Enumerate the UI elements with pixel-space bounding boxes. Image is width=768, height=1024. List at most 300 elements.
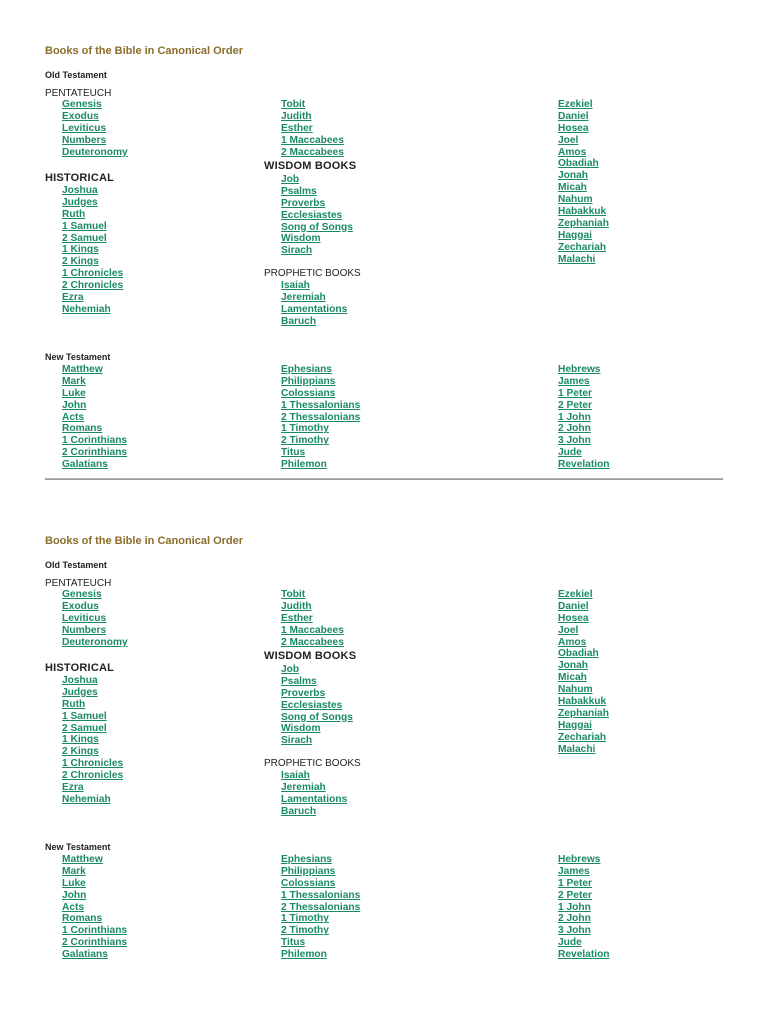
book-link[interactable]: 2 Peter: [558, 889, 592, 901]
book-list-item: [558, 720, 609, 732]
book-list-item: [62, 304, 123, 316]
book-link[interactable]: 2 Corinthians: [62, 937, 128, 949]
book-list-item: [558, 589, 609, 601]
book-list-item: [62, 292, 123, 304]
book-link[interactable]: 2 Timothy: [281, 435, 329, 447]
book-link[interactable]: 1 Peter: [558, 877, 592, 889]
book-link[interactable]: 2 Samuel: [62, 722, 107, 734]
new-testament-list-2: [281, 854, 360, 961]
book-list-item: [558, 147, 609, 159]
book-link[interactable]: 1 Thessalonians: [281, 889, 361, 901]
book-list-item: [558, 447, 610, 459]
book-link[interactable]: 1 Corinthians: [62, 925, 128, 937]
book-link[interactable]: Daniel: [558, 110, 589, 122]
book-list-item: [558, 254, 609, 266]
book-list-item: [558, 242, 609, 254]
book-list-item: [62, 770, 123, 782]
book-list-item: [558, 206, 609, 218]
book-list-item: [281, 400, 360, 412]
book-list-item: [62, 723, 123, 735]
book-link[interactable]: Colossians: [281, 387, 336, 399]
book-link[interactable]: Joshua: [62, 185, 98, 196]
page-title: Books of the Bible in Canonical Order: [45, 45, 244, 57]
book-list-item: [62, 99, 128, 111]
book-link[interactable]: Nahum: [558, 684, 593, 696]
pentateuch-label: PENTATEUCH: [45, 88, 112, 99]
book-link[interactable]: John: [62, 399, 87, 411]
book-link[interactable]: Titus: [281, 937, 306, 949]
book-link[interactable]: Deuteronomy: [62, 636, 128, 648]
book-list-item: [558, 459, 610, 471]
book-list-item: [281, 111, 344, 123]
book-link[interactable]: Isaiah: [281, 280, 310, 291]
book-list-item: [62, 135, 128, 147]
book-list-item: [281, 174, 353, 186]
book-link[interactable]: 1 Chronicles: [62, 758, 124, 770]
book-link[interactable]: 1 Kings: [62, 244, 99, 256]
book-list-item: [558, 376, 610, 388]
book-link[interactable]: 2 John: [558, 423, 591, 435]
book-list-item: [281, 925, 360, 937]
new-testament-heading: New Testament: [45, 842, 111, 852]
book-link[interactable]: 2 Timothy: [281, 925, 329, 937]
book-link[interactable]: Philippians: [281, 375, 336, 387]
book-link[interactable]: Philippians: [281, 865, 336, 877]
book-link[interactable]: 1 Maccabees: [281, 134, 344, 146]
book-link[interactable]: 2 Chronicles: [62, 280, 124, 292]
canon-block-2: [0, 530, 768, 1000]
book-link[interactable]: Zephaniah: [558, 217, 609, 229]
book-list-item: [281, 222, 353, 234]
book-link[interactable]: 1 John: [558, 901, 591, 913]
book-list-item: [62, 185, 123, 197]
book-list-item: [281, 376, 360, 388]
book-list-item: [62, 209, 123, 221]
book-list-item: [281, 292, 347, 304]
book-list-item: [62, 866, 127, 878]
book-list-item: [62, 699, 123, 711]
book-link[interactable]: Isaiah: [281, 770, 310, 781]
book-list-item: [281, 794, 347, 806]
book-link[interactable]: Haggai: [558, 719, 592, 731]
book-list-item: [62, 854, 127, 866]
book-list-item: [281, 913, 360, 925]
book-list-item: [281, 435, 360, 447]
book-link[interactable]: Haggai: [558, 229, 592, 241]
book-list-item: [281, 423, 360, 435]
book-link[interactable]: Psalms: [281, 185, 317, 197]
book-list-item: [62, 123, 128, 135]
book-list-item: [62, 890, 127, 902]
wisdom-books-label: WISDOM BOOKS: [264, 160, 357, 172]
book-link[interactable]: Obadiah: [558, 648, 599, 660]
book-list-item: [281, 198, 353, 210]
book-list-item: [281, 770, 347, 782]
canon-block-1: [0, 40, 768, 510]
book-link[interactable]: Sirach: [281, 245, 313, 257]
book-link[interactable]: 2 Thessalonians: [281, 411, 361, 423]
book-list-item: [62, 637, 128, 649]
book-list-item: [281, 135, 344, 147]
book-link[interactable]: Jonah: [558, 170, 589, 182]
book-link[interactable]: Ecclesiastes: [281, 699, 343, 711]
book-link[interactable]: 1 Samuel: [62, 710, 107, 722]
book-link[interactable]: Habakkuk: [558, 696, 607, 708]
book-link[interactable]: Ezekiel: [558, 589, 593, 600]
book-list-item: [62, 280, 123, 292]
book-list-item: [558, 672, 609, 684]
historical-label: HISTORICAL: [45, 662, 115, 674]
book-list-item: [62, 268, 123, 280]
book-link[interactable]: Luke: [62, 877, 86, 889]
book-list-item: [62, 388, 127, 400]
book-link[interactable]: Zechariah: [558, 241, 607, 253]
book-list-item: [281, 99, 344, 111]
old-testament-heading: Old Testament: [45, 70, 107, 80]
book-link[interactable]: Zechariah: [558, 731, 607, 743]
pentateuch-list: [62, 99, 128, 158]
historical-list-2: [281, 589, 344, 648]
book-link[interactable]: Philemon: [281, 459, 327, 471]
book-list-item: [281, 147, 344, 159]
book-list-item: [281, 280, 347, 292]
book-list-item: [281, 601, 344, 613]
book-link[interactable]: Esther: [281, 612, 313, 624]
book-link[interactable]: Baruch: [281, 805, 317, 817]
book-list-item: [558, 684, 609, 696]
prophetic-books-label: PROPHETIC BOOKS: [264, 758, 361, 769]
book-link[interactable]: 2 Peter: [558, 399, 592, 411]
book-link[interactable]: 1 Timothy: [281, 913, 329, 925]
book-link[interactable]: Galatians: [62, 949, 108, 961]
book-link[interactable]: Jeremiah: [281, 291, 326, 303]
historical-list-2: [281, 99, 344, 158]
book-link[interactable]: 1 Chronicles: [62, 268, 124, 280]
book-link[interactable]: Joel: [558, 624, 579, 636]
new-testament-list-3: [558, 854, 610, 961]
book-link[interactable]: Proverbs: [281, 197, 326, 209]
book-link[interactable]: Leviticus: [62, 612, 107, 624]
book-link[interactable]: Amos: [558, 146, 587, 158]
book-link[interactable]: Numbers: [62, 134, 107, 146]
book-list-item: [558, 878, 610, 890]
book-link[interactable]: 2 Chronicles: [62, 770, 124, 782]
book-link[interactable]: 2 Maccabees: [281, 636, 344, 648]
book-list-item: [281, 233, 353, 245]
book-link[interactable]: Exodus: [62, 110, 99, 122]
book-list-item: [62, 949, 127, 961]
book-link[interactable]: Leviticus: [62, 122, 107, 134]
book-link[interactable]: Ecclesiastes: [281, 209, 343, 221]
book-link[interactable]: 1 John: [558, 411, 591, 423]
book-link[interactable]: Luke: [62, 387, 86, 399]
book-link[interactable]: Daniel: [558, 600, 589, 612]
book-link[interactable]: Nehemiah: [62, 793, 111, 805]
book-list-item: [281, 890, 360, 902]
book-link[interactable]: Judith: [281, 600, 312, 612]
book-list-item: [62, 147, 128, 159]
book-list-item: [62, 734, 123, 746]
book-list-item: [558, 158, 609, 170]
book-list-item: [62, 423, 127, 435]
book-list-item: [558, 230, 609, 242]
pentateuch-list: [62, 589, 128, 648]
book-list-item: [62, 459, 127, 471]
book-link[interactable]: Revelation: [558, 949, 610, 961]
book-list-item: [281, 186, 353, 198]
book-list-item: [281, 902, 360, 914]
book-list-item: [62, 244, 123, 256]
book-list-item: [281, 782, 347, 794]
book-list-item: [558, 937, 610, 949]
book-link[interactable]: Matthew: [62, 364, 103, 375]
book-list-item: [62, 364, 127, 376]
book-list-item: [558, 902, 610, 914]
book-link[interactable]: 2 Kings: [62, 746, 99, 758]
book-link[interactable]: Ezra: [62, 292, 84, 304]
book-list-item: [281, 700, 353, 712]
book-list-item: [62, 221, 123, 233]
book-list-item: [558, 648, 609, 660]
book-link[interactable]: Titus: [281, 447, 306, 459]
book-link[interactable]: Amos: [558, 636, 587, 648]
book-list-item: [281, 388, 360, 400]
book-link[interactable]: 1 Kings: [62, 734, 99, 746]
book-link[interactable]: Esther: [281, 122, 313, 134]
book-link[interactable]: Malachi: [558, 253, 596, 265]
book-link[interactable]: Colossians: [281, 877, 336, 889]
book-link[interactable]: Proverbs: [281, 687, 326, 699]
book-list-item: [558, 913, 610, 925]
book-link[interactable]: Ezra: [62, 782, 84, 794]
book-list-item: [281, 123, 344, 135]
book-link[interactable]: Jonah: [558, 660, 589, 672]
book-list-item: [62, 613, 128, 625]
book-list-item: [558, 925, 610, 937]
book-link[interactable]: Micah: [558, 182, 587, 194]
wisdom-books-list: [281, 174, 353, 257]
book-link[interactable]: Matthew: [62, 854, 103, 865]
book-link[interactable]: Revelation: [558, 459, 610, 471]
book-list-item: [281, 806, 347, 818]
book-link[interactable]: Nehemiah: [62, 303, 111, 315]
book-list-item: [558, 111, 609, 123]
book-link[interactable]: Song of Songs: [281, 711, 353, 723]
book-link[interactable]: Nahum: [558, 194, 593, 206]
book-link[interactable]: Hebrews: [558, 854, 601, 865]
book-link[interactable]: Genesis: [62, 99, 102, 110]
new-testament-list-2: [281, 364, 360, 471]
book-link[interactable]: Mark: [62, 375, 86, 387]
book-link[interactable]: Exodus: [62, 600, 99, 612]
book-list-item: [558, 696, 609, 708]
book-link[interactable]: Genesis: [62, 589, 102, 600]
book-link[interactable]: Psalms: [281, 675, 317, 687]
book-list-item: [558, 637, 609, 649]
book-link[interactable]: Ephesians: [281, 364, 332, 375]
book-list-item: [558, 388, 610, 400]
book-link[interactable]: Jude: [558, 447, 582, 459]
book-list-item: [558, 949, 610, 961]
book-link[interactable]: 2 Kings: [62, 256, 99, 268]
book-list-item: [281, 854, 360, 866]
book-list-item: [281, 316, 347, 328]
book-list-item: [62, 782, 123, 794]
book-list-item: [62, 925, 127, 937]
book-list-item: [62, 746, 123, 758]
book-link[interactable]: Romans: [62, 423, 103, 435]
book-link[interactable]: Hosea: [558, 122, 589, 134]
section-divider: [45, 478, 723, 480]
book-list-item: [62, 913, 127, 925]
book-list-item: [558, 99, 609, 111]
book-list-item: [558, 423, 610, 435]
book-list-item: [281, 712, 353, 724]
book-list-item: [62, 937, 127, 949]
book-link[interactable]: Numbers: [62, 624, 107, 636]
book-link[interactable]: Micah: [558, 672, 587, 684]
book-link[interactable]: Baruch: [281, 315, 317, 327]
book-list-item: [558, 412, 610, 424]
new-testament-heading: New Testament: [45, 352, 111, 362]
book-link[interactable]: Obadiah: [558, 158, 599, 170]
book-link[interactable]: Galatians: [62, 459, 108, 471]
book-link[interactable]: Ezekiel: [558, 99, 593, 110]
book-link[interactable]: Romans: [62, 913, 103, 925]
book-link[interactable]: 1 Thessalonians: [281, 399, 361, 411]
book-link[interactable]: 1 Peter: [558, 387, 592, 399]
prophetic-books-label: PROPHETIC BOOKS: [264, 268, 361, 279]
book-list-item: [281, 735, 353, 747]
book-link[interactable]: 2 John: [558, 913, 591, 925]
book-list-item: [558, 135, 609, 147]
book-link[interactable]: Job: [281, 664, 300, 675]
book-link[interactable]: Hosea: [558, 612, 589, 624]
book-list-item: [558, 732, 609, 744]
book-link[interactable]: Sirach: [281, 735, 313, 747]
book-list-item: [62, 111, 128, 123]
book-link[interactable]: Deuteronomy: [62, 146, 128, 158]
book-link[interactable]: Malachi: [558, 743, 596, 755]
book-link[interactable]: Judges: [62, 686, 98, 698]
book-list-item: [558, 194, 609, 206]
book-link[interactable]: Jeremiah: [281, 781, 326, 793]
book-list-item: [281, 878, 360, 890]
book-list-item: [281, 937, 360, 949]
book-link[interactable]: James: [558, 865, 590, 877]
book-link[interactable]: Philemon: [281, 949, 327, 961]
book-list-item: [281, 949, 360, 961]
book-link[interactable]: Acts: [62, 901, 85, 913]
book-list-item: [558, 866, 610, 878]
book-link[interactable]: Wisdom: [281, 233, 321, 245]
book-list-item: [62, 625, 128, 637]
book-list-item: [281, 866, 360, 878]
book-list-item: [62, 794, 123, 806]
book-list-item: [558, 625, 609, 637]
book-list-item: [558, 613, 609, 625]
book-link[interactable]: Tobit: [281, 589, 306, 600]
book-list-item: [62, 687, 123, 699]
book-link[interactable]: 1 Maccabees: [281, 624, 344, 636]
book-link[interactable]: Habakkuk: [558, 206, 607, 218]
book-list-item: [558, 123, 609, 135]
book-link[interactable]: Hebrews: [558, 364, 601, 375]
book-list-item: [62, 902, 127, 914]
book-link[interactable]: 1 Samuel: [62, 220, 107, 232]
book-list-item: [281, 723, 353, 735]
book-link[interactable]: 3 John: [558, 435, 591, 447]
pentateuch-label: PENTATEUCH: [45, 578, 112, 589]
book-link[interactable]: James: [558, 375, 590, 387]
book-list-item: [558, 218, 609, 230]
book-link[interactable]: Acts: [62, 411, 85, 423]
book-list-item: [558, 660, 609, 672]
prophetic-books-list-2: [558, 99, 609, 265]
book-list-item: [62, 233, 123, 245]
book-link[interactable]: Joel: [558, 134, 579, 146]
book-link[interactable]: 1 Corinthians: [62, 435, 128, 447]
book-list-item: [281, 688, 353, 700]
book-list-item: [281, 637, 344, 649]
book-link[interactable]: Song of Songs: [281, 221, 353, 233]
book-list-item: [558, 601, 609, 613]
book-link[interactable]: Ephesians: [281, 854, 332, 865]
book-list-item: [558, 708, 609, 720]
book-list-item: [558, 364, 610, 376]
book-link[interactable]: Wisdom: [281, 723, 321, 735]
book-link[interactable]: 2 Thessalonians: [281, 901, 361, 913]
book-list-item: [62, 601, 128, 613]
book-link[interactable]: 2 Corinthians: [62, 447, 128, 459]
book-list-item: [62, 758, 123, 770]
new-testament-list-3: [558, 364, 610, 471]
book-link[interactable]: Jude: [558, 937, 582, 949]
book-list-item: [281, 210, 353, 222]
book-link[interactable]: Lamentations: [281, 303, 348, 315]
book-list-item: [62, 400, 127, 412]
book-link[interactable]: Joshua: [62, 675, 98, 686]
book-link[interactable]: Ruth: [62, 208, 86, 220]
book-link[interactable]: Lamentations: [281, 793, 348, 805]
book-link[interactable]: John: [62, 889, 87, 901]
book-list-item: [281, 589, 344, 601]
book-list-item: [558, 435, 610, 447]
book-list-item: [281, 412, 360, 424]
prophetic-books-list-1: [281, 770, 347, 818]
book-link[interactable]: Job: [281, 174, 300, 185]
prophetic-books-list-2: [558, 589, 609, 755]
book-link[interactable]: Tobit: [281, 99, 306, 110]
book-list-item: [62, 435, 127, 447]
book-list-item: [281, 364, 360, 376]
old-testament-heading: Old Testament: [45, 560, 107, 570]
book-link[interactable]: Judith: [281, 110, 312, 122]
book-list-item: [281, 459, 360, 471]
book-list-item: [558, 854, 610, 866]
book-list-item: [558, 400, 610, 412]
book-link[interactable]: 2 Samuel: [62, 232, 107, 244]
book-link[interactable]: Zephaniah: [558, 707, 609, 719]
book-link[interactable]: Ruth: [62, 698, 86, 710]
book-link[interactable]: Judges: [62, 196, 98, 208]
book-link[interactable]: 3 John: [558, 925, 591, 937]
book-list-item: [62, 197, 123, 209]
book-link[interactable]: 1 Timothy: [281, 423, 329, 435]
book-list-item: [558, 170, 609, 182]
book-link[interactable]: Mark: [62, 865, 86, 877]
book-link[interactable]: 2 Maccabees: [281, 146, 344, 158]
